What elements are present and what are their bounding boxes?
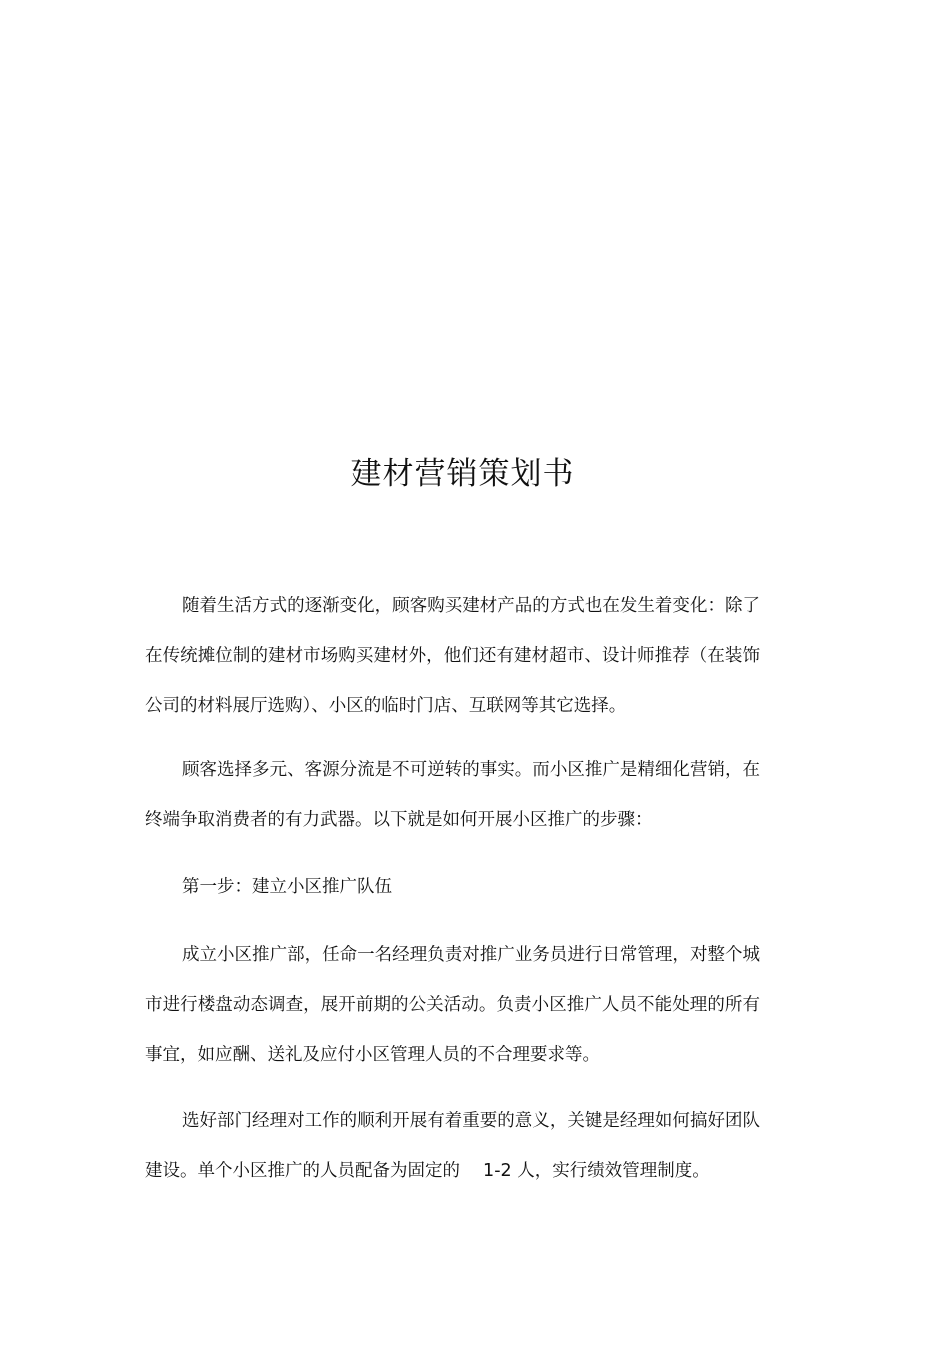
document-title: 建材营销策划书 [350,456,575,492]
paragraph-intro: 随着生活方式的逐渐变化，顾客购买建材产品的方式也在发生着变化：除了在传统摊位制的建材市场购买建材外，他们还有建材超市、设计师推荐（在装饰公司的材料展厅选购）、小区的临时门店、互联网等其它选择。 [145,596,760,716]
paragraph-community-promotion: 顾客选择多元、客源分流是不可逆转的事实。而小区推广是精细化营销，在终端争取消费者的有力武器。以下就是如何开展小区推广的步骤： [145,760,760,830]
step-one-heading: 第一步：建立小区推广队伍 [182,877,392,897]
paragraph-team-building: 选好部门经理对工作的顺利开展有着重要的意义，关键是经理如何搞好团队建设。单个小区推广的人员配备为固定的 1-2 人，实行绩效管理制度。 [145,1111,760,1181]
paragraph-promotion-department: 成立小区推广部，任命一名经理负责对推广业务员进行日常管理，对整个城市进行楼盘动态调查，展开前期的公关活动。负责小区推广人员不能处理的所有事宜，如应酬、送礼及应付小区管理人员的不合理要求等。 [145,945,760,1065]
